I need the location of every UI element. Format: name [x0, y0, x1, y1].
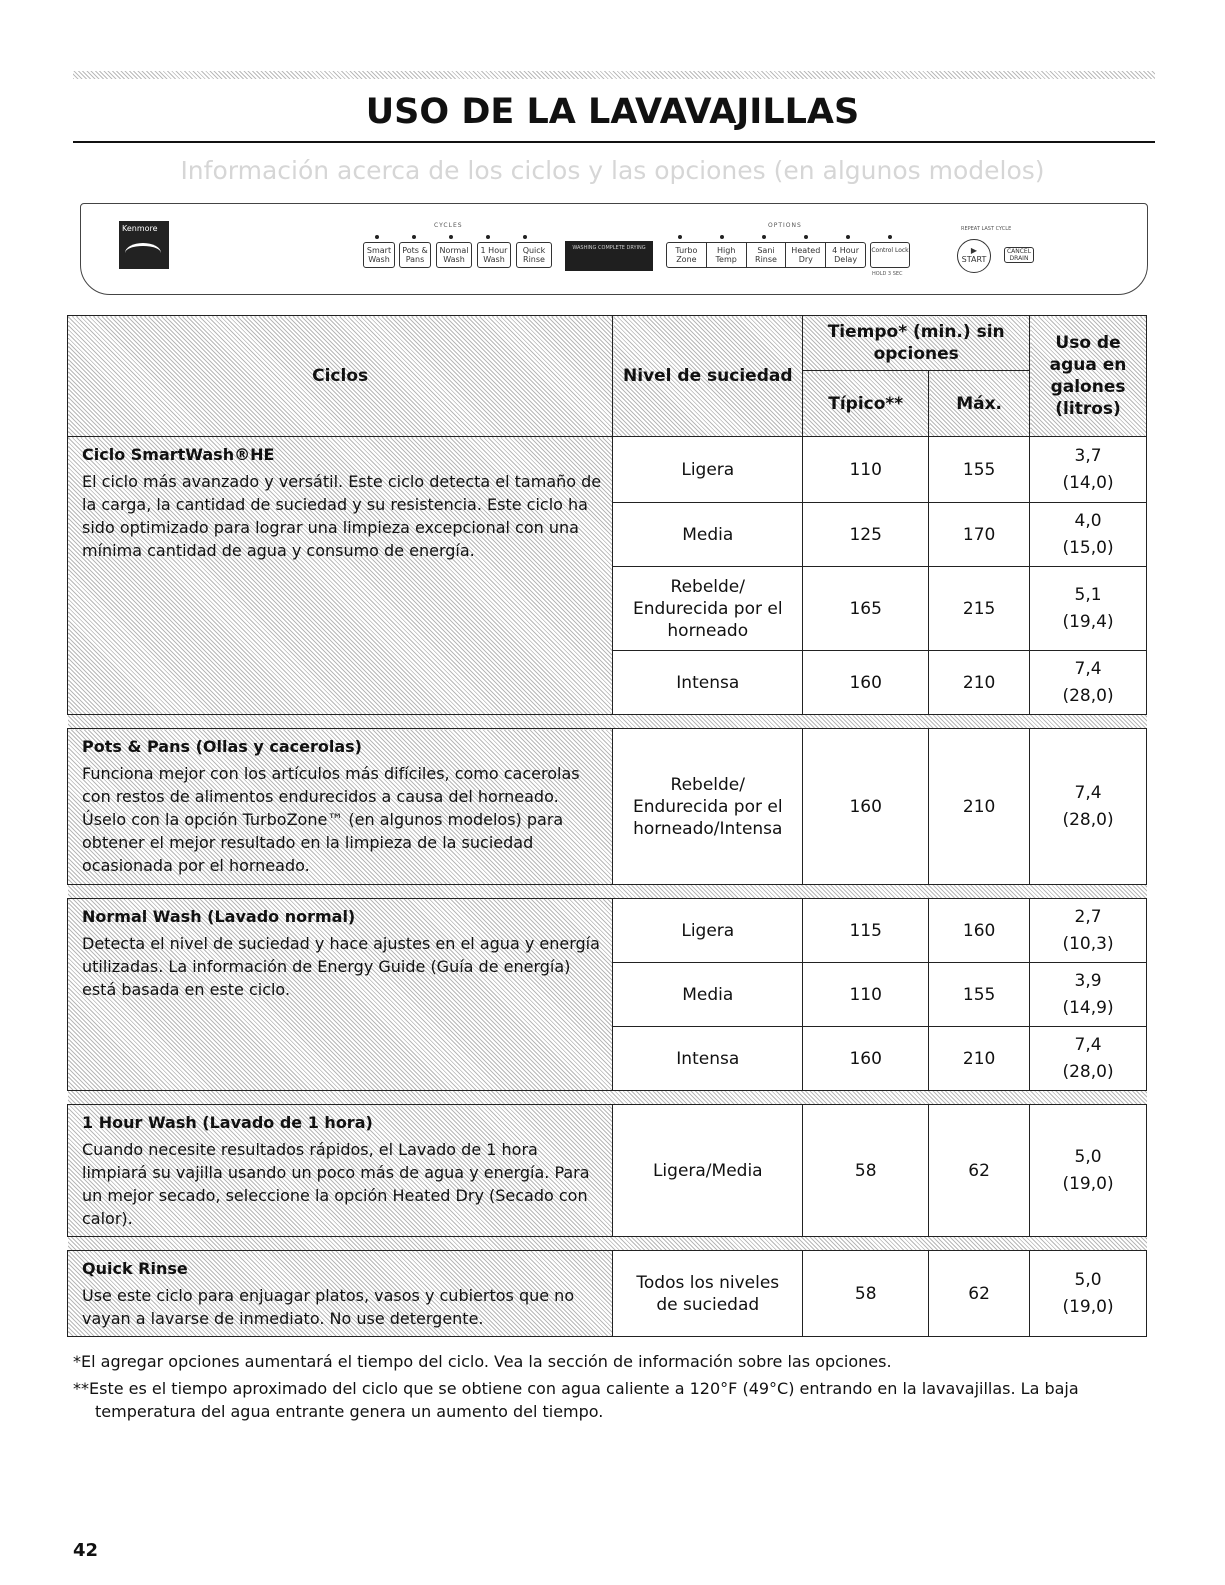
option-indicator-dots	[678, 235, 892, 239]
cycle-body: El ciclo más avanzado y versátil. Este ciclo detecta el tamaño de la carga, la cantidad de suciedad y su resistencia. Este ciclo ha sido optimizado para lograr una limpieza excepcional con una mínima cantidad de agua y consumo de energía.	[82, 472, 602, 560]
typical-cell: 165	[803, 567, 929, 651]
cycles-table	[67, 315, 1147, 1337]
top-rule	[73, 71, 1155, 79]
cycle-title: Pots & Pans (Ollas y cacerolas)	[82, 737, 362, 756]
page-subtitle: Información acerca de los ciclos y las opciones (en algunos modelos)	[180, 156, 1045, 185]
header-cycles: Ciclos	[68, 316, 613, 437]
typical-cell: 58	[803, 1251, 929, 1337]
max-cell: 170	[929, 503, 1030, 567]
soil-cell: Todos los niveles de suciedad	[613, 1251, 803, 1337]
footnote-1: *El agregar opciones aumentará el tiempo del ciclo. Vea la sección de información sobre las opciones.	[73, 1352, 892, 1371]
soil-cell: Intensa	[613, 1027, 803, 1091]
soil-cell: Media	[613, 503, 803, 567]
cycle-description-normal-wash	[68, 899, 613, 1091]
cycle-description-pots-pans	[68, 729, 613, 885]
header-water: Uso de agua en galones (litros)	[1030, 316, 1147, 437]
repeat-label: REPEAT LAST CYCLE	[961, 226, 1012, 232]
cycle-button-smart-wash: Smart Wash	[363, 242, 395, 268]
cycle-description-1-hour-wash	[68, 1105, 613, 1237]
start-button	[957, 239, 991, 273]
page-title: USO DE LA LAVAVAJILLAS	[365, 92, 860, 132]
max-cell: 210	[929, 729, 1030, 885]
typical-cell: 160	[803, 729, 929, 885]
table-row	[68, 899, 1147, 963]
water-cell: 5,1 (19,4)	[1030, 567, 1147, 651]
water-cell: 2,7 (10,3)	[1030, 899, 1147, 963]
header-soil: Nivel de suciedad	[613, 316, 803, 437]
logo-mark-icon	[125, 243, 161, 263]
cycle-title: Ciclo SmartWash®HE	[82, 445, 275, 464]
cycle-title: Quick Rinse	[82, 1259, 188, 1278]
cycle-button-quick-rinse: Quick Rinse	[516, 242, 552, 268]
header-typical: Típico**	[803, 371, 929, 437]
row-separator	[68, 1091, 1147, 1105]
option-button-high-temp: High Temp	[707, 243, 747, 267]
max-cell: 160	[929, 899, 1030, 963]
option-button-4-hour-delay: 4 Hour Delay	[832, 246, 860, 264]
typical-cell: 160	[803, 1027, 929, 1091]
cycle-description-smartwash	[68, 437, 613, 715]
typical-cell: 115	[803, 899, 929, 963]
page-number: 42	[73, 1540, 99, 1561]
max-cell: 155	[929, 437, 1030, 503]
cycle-title: 1 Hour Wash (Lavado de 1 hora)	[82, 1113, 373, 1132]
cycle-description-quick-rinse	[68, 1251, 613, 1337]
water-cell: 7,4 (28,0)	[1030, 651, 1147, 715]
hold-label: HOLD 3 SEC	[872, 271, 903, 277]
typical-cell: 160	[803, 651, 929, 715]
water-cell: 7,4 (28,0)	[1030, 1027, 1147, 1091]
water-cell: 7,4 (28,0)	[1030, 729, 1147, 885]
footnotes	[73, 1350, 1153, 1423]
max-cell: 210	[929, 651, 1030, 715]
row-separator	[68, 1237, 1147, 1251]
cycle-button-normal-wash: Normal Wash	[436, 242, 472, 268]
kenmore-logo	[119, 221, 169, 269]
soil-cell: Rebelde/ Endurecida por el horneado/Intensa	[613, 729, 803, 885]
cycle-title: Normal Wash (Lavado normal)	[82, 907, 356, 926]
title-rule	[73, 141, 1155, 143]
option-button-turbo-zone: Turbo Zone	[667, 243, 707, 267]
brand-label: Kenmore	[122, 224, 158, 233]
cycle-body: Cuando necesite resultados rápidos, el Lavado de 1 hora limpiará su vajilla usando un poco más de agua y energía. Para un mejor secado, seleccione la opción Heated Dry (Secado con calor).	[82, 1140, 590, 1228]
options-label: OPTIONS	[768, 222, 802, 229]
typical-cell: 58	[803, 1105, 929, 1237]
control-panel-illustration	[80, 203, 1148, 295]
cycle-body: Funciona mejor con los artículos más difíciles, como cacerolas con restos de alimentos endurecidos a causa del horneado. Úselo con la opción TurboZone™ (en algunos modelos) para obtener el mejor resultado en la limpieza de la suciedad ocasionada por el horneado.	[82, 764, 580, 875]
table-row	[68, 729, 1147, 885]
table-row	[68, 1105, 1147, 1237]
max-cell: 215	[929, 567, 1030, 651]
option-button-heated-dry: Heated Dry	[786, 243, 826, 267]
typical-cell: 125	[803, 503, 929, 567]
status-display: WASHING COMPLETE DRYING	[565, 241, 653, 271]
cycle-body: Detecta el nivel de suciedad y hace ajustes en el agua y energía utilizadas. La información de Energy Guide (Guía de energía) está basada en este ciclo.	[82, 934, 600, 999]
control-lock-button: Control Lock	[870, 242, 910, 268]
soil-cell: Rebelde/ Endurecida por el horneado	[613, 567, 803, 651]
option-button-sani-rinse: Sani Rinse	[747, 243, 787, 267]
soil-cell: Media	[613, 963, 803, 1027]
water-cell: 3,7 (14,0)	[1030, 437, 1147, 503]
max-cell: 62	[929, 1251, 1030, 1337]
water-cell: 5,0 (19,0)	[1030, 1251, 1147, 1337]
soil-cell: Ligera/Media	[613, 1105, 803, 1237]
water-cell: 3,9 (14,9)	[1030, 963, 1147, 1027]
table-row	[68, 1251, 1147, 1337]
water-cell: 5,0 (19,0)	[1030, 1105, 1147, 1237]
header-time: Tiempo* (min.) sin opciones	[803, 316, 1030, 371]
play-icon: ▶	[970, 246, 978, 255]
row-separator	[68, 885, 1147, 899]
soil-cell: Ligera	[613, 437, 803, 503]
typical-cell: 110	[803, 963, 929, 1027]
row-separator	[68, 715, 1147, 729]
cycle-button-pots-pans: Pots & Pans	[399, 242, 431, 268]
soil-cell: Intensa	[613, 651, 803, 715]
cycle-body: Use este ciclo para enjuagar platos, vasos y cubiertos que no vayan a lavarse de inmediato. No use detergente.	[82, 1286, 575, 1328]
cycle-button-1-hour-wash: 1 Hour Wash	[477, 242, 511, 268]
cycle-indicator-dots	[375, 235, 527, 239]
footnote-2: **Este es el tiempo aproximado del ciclo que se obtiene con agua caliente a 120°F (49°C) entrando en la lavavajillas. La baja temperatura del agua entrante genera un aumento del tiempo.	[73, 1379, 1079, 1421]
soil-cell: Ligera	[613, 899, 803, 963]
typical-cell: 110	[803, 437, 929, 503]
start-label: START	[961, 255, 987, 264]
max-cell: 210	[929, 1027, 1030, 1091]
cancel-button: CANCEL DRAIN	[1004, 247, 1034, 263]
max-cell: 62	[929, 1105, 1030, 1237]
cycles-label: CYCLES	[434, 222, 463, 229]
max-cell: 155	[929, 963, 1030, 1027]
table-row	[68, 437, 1147, 503]
options-button-strip	[666, 242, 866, 268]
header-max: Máx.	[929, 371, 1030, 437]
water-cell: 4,0 (15,0)	[1030, 503, 1147, 567]
